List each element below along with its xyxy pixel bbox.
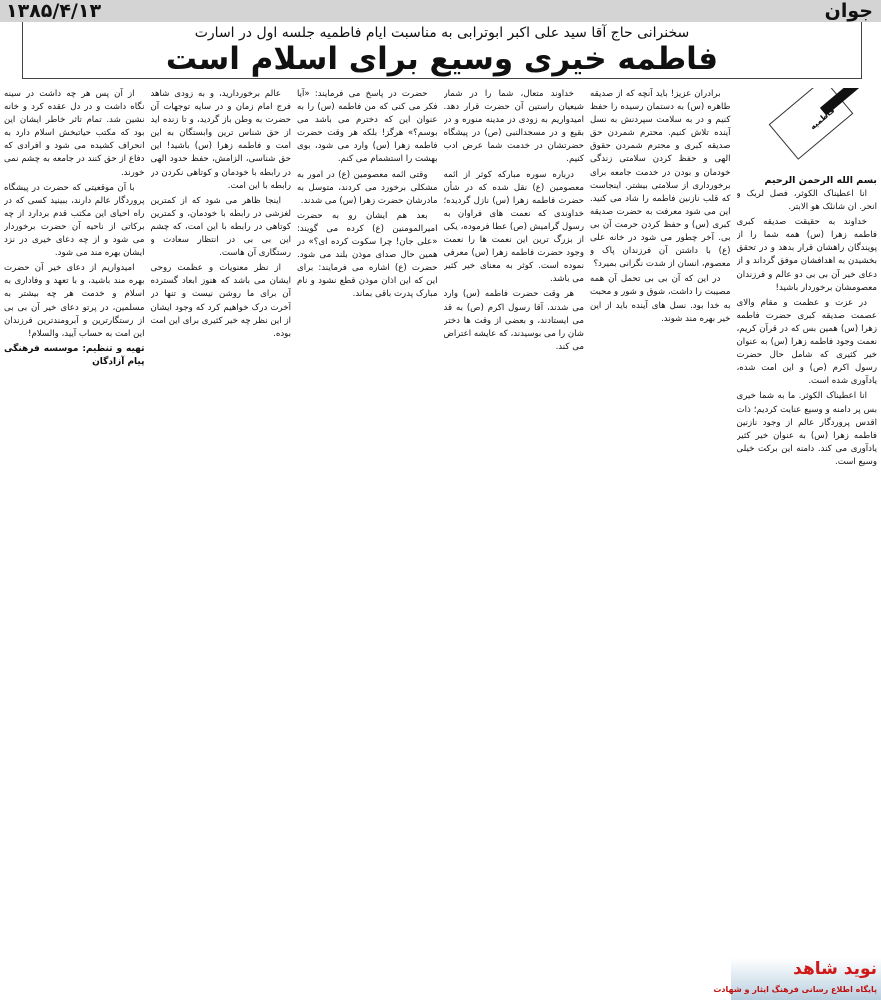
paragraph: خداوند متعال، شما را در شمار شیعیان راستین آن حضرت قرار دهد. امیدواریم به زودی در مدینه منوره و در بقیع و در مسجدالنبی (ص) در پیشگاه حضرتشان در خدمت شما عرض ادب کنیم. <box>443 89 584 165</box>
masthead-bar <box>0 0 881 22</box>
article-credit: تهیه و تنظیم: موسسه فرهنگی پیام آزادگان <box>4 343 145 367</box>
paragraph: از نظر معنویات و عظمت روحی ایشان می باشد که هنوز ابعاد گسترده آن برای ما روشن نیست و تنها در آخرت درک خواهیم کرد که وجود ایشان از این نظر چه خیر کثیری برای این امت بوده. <box>150 263 291 339</box>
column-3 <box>444 88 585 954</box>
fatemiyeh-ornament-icon <box>737 88 878 160</box>
paragraph: از آن پس هر چه داشت در سینه نگاه داشت و در دل عقده کرد و خانه نشین شد. تمام تاثر خاطر ایشان این بود که مکتب حیاتبخش اسلام دارد به انحراف کشیده می شود و افرادی که دفاع از حق کنند در جامعه به چشم نمی خورند. <box>4 89 145 178</box>
article-columns <box>4 88 877 954</box>
paragraph: در این که آن بی بی تحمل آن همه مصیبت را داشت، شوق و شور و محبت به خدا بود. نسل های آینده باید از این خیر بهره مند شوند. <box>590 274 731 324</box>
paragraph: اینجا ظاهر می شود که از کمترین لغزشی در رابطه با خودمان، و کمترین کوتاهی در رابطه با این امت، که چشم این بی بی در انتظار سعادت و رستگاری آن هاست. <box>150 195 291 259</box>
headline-box <box>22 22 862 79</box>
logo-tagline: پایگاه اطلاع رسانی فرهنگ ایثار و شهادت <box>713 985 877 994</box>
ornament-label: فاطمیه <box>807 105 837 132</box>
paragraph: انا اعطیناک الکوثر. ما به شما خیری بس پر دامنه و وسیع عنایت کردیم؛ ذات اقدس پروردگار عالم از وجود نازنین فاطمه زهرا (س) به عنوان خیر کثیر یادآوری می کند. دامنه این برکت خیلی وسیع است. <box>736 391 877 467</box>
paragraph: خداوند به حقیقت صدیقه کبری فاطمه زهرا (س) همه شما را از پویندگان راهشان قرار بدهد و در تحقق بخشیدن به اهدافشان موفق گرداند و از دعای خیر آن بی بی دو عالم و فرزندان معصومشان برخوردار باشید! <box>736 217 877 293</box>
paragraph: درباره سوره مبارکه کوثر از ائمه معصومین (ع) نقل شده که در شأن حضرت فاطمه زهرا (س) نازل گردیده؛ خداوندی که نعمت های فراوان به رسول گرامیش (ص) عطا فرموده، یکی از بزرگ ترین این نعمت ها را نعمت وجود حضرت فاطمه زهرا (س) معرفی نموده است. کوثر به معنای خیر کثیر می باشد. <box>443 169 584 285</box>
column-1 <box>737 88 878 954</box>
issue-date: ۱۳۸۵/۴/۱۳ <box>6 0 102 22</box>
column-5 <box>151 88 292 954</box>
paragraph: وقتی ائمه معصومین (ع) در امور به مشکلی برخورد می کردند، متوسل به مادرشان حضرت زهرا (س) می شدند. <box>297 169 438 206</box>
paragraph: عالم برخوردارید، و به زودی شاهد فرج امام زمان و در سایه توجهات آن حضرت به وطن باز گردید، و تا زنده اید از حق شناس ترین وابستگان به این امت و فاطمه زهرا (س) باشید! این حق شناسی، الزامش، حفظ حدود الهی در رابطه با خودمان و کوتاهی نکردن در رابطه با این امت. <box>150 89 291 191</box>
headline-title: فاطمه خیری وسیع برای اسلام است <box>165 41 719 77</box>
column-4 <box>297 88 438 954</box>
paragraph: با آن موقعیتی که حضرت در پیشگاه پروردگار عالم دارند، ببینید کسی که در راه احیای این مکتب قدم بردارد از چه برکاتی از ناحیه آن حضرت برخوردار می شود و از چه دعای خیری در نزد ایشان بهره مند می شود. <box>4 182 145 259</box>
basmala: بسم الله الرحمن الرحیم <box>764 175 877 186</box>
paragraph: هر وقت حضرت فاطمه (س) وارد می شدند، آقا رسول اکرم (ص) به قد می ایستادند، و بعضی از وقت ها دختر شان را می بوسیدند، که عایشه اعتراض می کند. <box>443 289 584 352</box>
paragraph: بعد هم ایشان رو به حضرت امیرالمومنین (ع) کرده می گویند: «علی جان! چرا سکوت کرده ای؟» در همین حال صدای موذن بلند می شود. حضرت (ع) اشاره می فرمایند: برای این که این اذان موذن قطع نشود و نام مبارک پدرت باقی بماند. <box>297 210 438 300</box>
paragraph: برادران عزیز! باید آنچه که از صدیقه طاهره (س) به دستمان رسیده را حفظ کنیم و در به سلامت سپردنش به نسل آینده تلاش کنیم. محترم شمردن حق صدیقه کبری و محترم شمردن حقوق الهی و حفظ کردن سلامتی زندگی خودمان و بودن در خدمت جامعه برای برخورداری از سلامتی بیشتر. اینجاست که قلب نازنین فاطمه را شاد می کنید. این می شود معرفت به حضرت صدیقه کبری (س) و حفظ کردن حرمت آن بی بی. آخر چطور می شود در خانه علی (ع) با داشتن آن فرزندان پاک و معصوم، انسان از شدت نگرانی بمیرد؟ <box>590 89 731 270</box>
paragraph: انا اعطیناک الکوثر، فصل لربک و انحر. ان شانئک هو الابتر. <box>736 189 877 213</box>
paragraph: امیدواریم از دعای خیر آن حضرت بهره مند باشید، و با تعهد و وفاداری به اسلام و خدمت هر چه بیشتر به مسلمین، در پرتو دعای خیر آن بی بی از رستگارترین و آبرومندترین فرزندان این امت به حساب آیید، والسلام! <box>4 263 145 339</box>
headline-kicker: سخنرانی حاج آقا سید علی اکبر ابوترابی به مناسبت ایام فاطمیه جلسه اول در اسارت <box>194 25 690 41</box>
navid-shahed-watermark-logo <box>713 958 881 1000</box>
paragraph: حضرت در پاسخ می فرمایند: «آیا فکر می کنی که من فاطمه (س) را به عنوان این که دخترم می باشد می بوسم؟» هرگز! بلکه هر وقت حضرت فاطمه زهرا (س) وارد می شود، بوی بهشت را استشمام می کنم. <box>297 89 438 165</box>
column-2 <box>590 88 731 954</box>
column-6 <box>4 88 145 954</box>
paragraph: در عزت و عظمت و مقام والای عصمت صدیقه کبری حضرت فاطمه زهرا (س) همین بس که در قرآن کریم، نعمت وجود فاطمه زهرا (س) به عنوان خیر کثیری که شامل حال حضرت رسول اکرم (ص) و این امت شده، یادآوری شده است. <box>736 297 877 387</box>
logo-text: نوید شاهد <box>793 959 877 979</box>
paper-name: جوان <box>824 0 873 22</box>
